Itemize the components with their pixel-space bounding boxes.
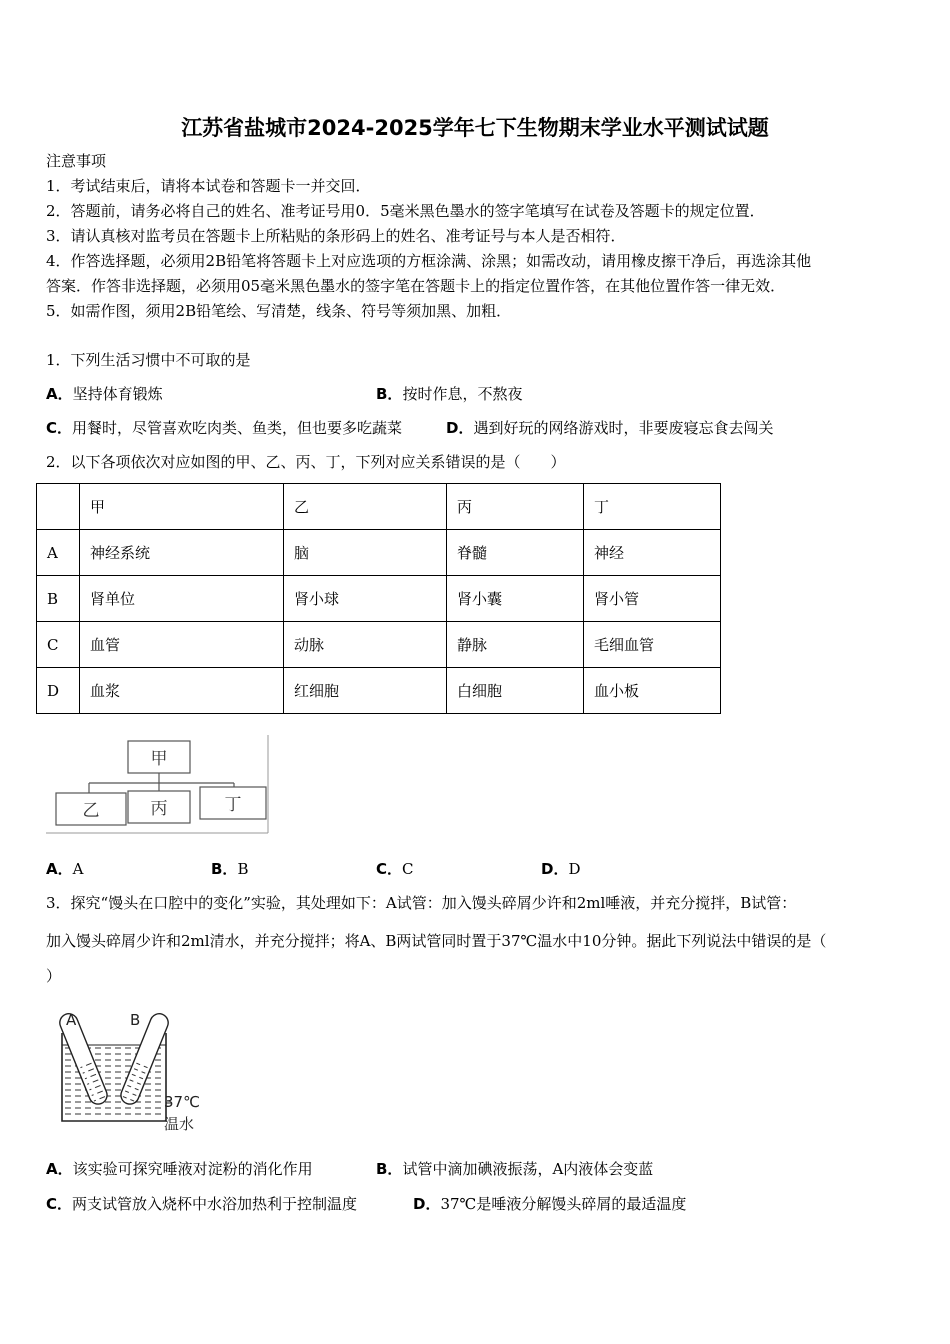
table-cell: C [37, 622, 80, 668]
table-cell: 脊髓 [447, 530, 584, 576]
notice-item: 2．答题前，请务必将自己的姓名、准考证号用0．5毫米黑色墨水的签字笔填写在试卷及答题卡的规定位置． [46, 202, 765, 220]
option-label: B． [376, 1160, 403, 1178]
table-cell: 乙 [284, 484, 447, 530]
table-cell: 神经 [584, 530, 721, 576]
table-row [37, 576, 721, 622]
q1-stem: 1．下列生活习惯中不可取的是 [46, 351, 251, 369]
table-cell: 静脉 [447, 622, 584, 668]
temperature-label: 37℃ [164, 1093, 200, 1111]
option-text: A [72, 860, 84, 878]
q1-option-d[interactable] [446, 418, 773, 438]
tube-b-label: B [130, 1011, 141, 1029]
tube-a-label: A [66, 1011, 77, 1029]
q3-option-c[interactable] [46, 1194, 357, 1214]
table-cell: 丙 [447, 484, 584, 530]
option-label: A． [46, 1160, 73, 1178]
option-label: D． [446, 419, 474, 437]
option-text: 该实验可探究唾液对淀粉的消化作用 [72, 1160, 313, 1178]
option-text: 两支试管放入烧杯中水浴加热利于控制温度 [72, 1195, 358, 1213]
q3-option-b[interactable] [376, 1159, 653, 1179]
table-cell: 肾单位 [80, 576, 284, 622]
option-text: 试管中滴加碘液振荡，A内液体会变蓝 [402, 1160, 654, 1178]
table-row [37, 668, 721, 714]
table-cell: 动脉 [284, 622, 447, 668]
option-label: B． [376, 385, 403, 403]
diagram-label-right: 丁 [224, 795, 242, 815]
option-text: 按时作息，不熬夜 [402, 385, 523, 403]
notice-heading: 注意事项 [46, 152, 107, 170]
option-label: C． [46, 1195, 73, 1213]
table-cell: 甲 [80, 484, 284, 530]
table-row [37, 622, 721, 668]
notice-item: 1．考试结束后，请将本试卷和答题卡一并交回． [46, 177, 371, 195]
q3-option-a[interactable] [46, 1159, 313, 1179]
q3-stem-line1: 3．探究“馒头在口腔中的变化”实验，其处理如下：A试管：加入馒头碎屑少许和2ml唾液，并充分搅拌，B试管： [46, 894, 797, 912]
diagram-label-left: 乙 [82, 801, 100, 821]
table-cell: 肾小管 [584, 576, 721, 622]
notice-item: 4．作答选择题，必须用2B铅笔将答题卡上对应选项的方框涂满、涂黑；如需改动，请用橡皮擦干净后，再选涂其他 [46, 252, 812, 270]
option-label: D． [413, 1195, 441, 1213]
option-label: D． [541, 860, 569, 878]
option-text: 坚持体育锻炼 [72, 385, 163, 403]
table-cell: 血管 [80, 622, 284, 668]
table-cell: 神经系统 [80, 530, 284, 576]
q2-hierarchy-diagram [44, 733, 270, 835]
table-cell: 肾小囊 [447, 576, 584, 622]
q2-option-c[interactable] [376, 859, 414, 879]
notice-item: 5．如需作图，须用2B铅笔绘、写清楚，线条、符号等须加黑、加粗． [46, 302, 512, 320]
q3-beaker-figure [44, 1003, 214, 1136]
option-text: D [568, 860, 581, 878]
option-text: C [402, 860, 414, 878]
q3-stem-line3: ） [46, 967, 62, 985]
table-row [37, 530, 721, 576]
table-cell: A [37, 530, 80, 576]
diagram-label-top: 甲 [150, 749, 168, 769]
option-label: A． [46, 385, 73, 403]
q2-stem: 2．以下各项依次对应如图的甲、乙、丙、丁，下列对应关系错误的是（ ） [46, 453, 566, 471]
table-cell: 肾小球 [284, 576, 447, 622]
q1-option-a[interactable] [46, 384, 163, 404]
notice-item: 3．请认真核对监考员在答题卡上所粘贴的条形码上的姓名、准考证号与本人是否相符． [46, 227, 626, 245]
table-cell [37, 484, 80, 530]
table-cell: 血小板 [584, 668, 721, 714]
table-header-row [37, 484, 721, 530]
page-title: 江苏省盐城市2024-2025学年七下生物期末学业水平测试试题 [181, 116, 769, 140]
diagram-label-middle: 丙 [150, 799, 168, 819]
table-cell: B [37, 576, 80, 622]
option-text: 37℃是唾液分解馒头碎屑的最适温度 [440, 1195, 687, 1213]
option-text: 用餐时，尽管喜欢吃肉类、鱼类，但也要多吃蔬菜 [72, 419, 403, 437]
option-label: C． [376, 860, 403, 878]
option-text: 遇到好玩的网络游戏时，非要废寝忘食去闯关 [473, 419, 774, 437]
table-cell: D [37, 668, 80, 714]
table-cell: 红细胞 [284, 668, 447, 714]
option-label: C． [46, 419, 73, 437]
option-label: A． [46, 860, 73, 878]
table-cell: 脑 [284, 530, 447, 576]
q1-option-b[interactable] [376, 384, 522, 404]
q2-table [36, 483, 721, 714]
table-cell: 血浆 [80, 668, 284, 714]
q1-option-c[interactable] [46, 418, 402, 438]
q2-option-d[interactable] [541, 859, 580, 879]
q2-option-b[interactable] [211, 859, 248, 879]
q3-stem-line2: 加入馒头碎屑少许和2ml清水，并充分搅拌；将A、B两试管同时置于37℃温水中10分钟。据此下列说法中错误的是（ [46, 932, 827, 950]
table-cell: 白细胞 [447, 668, 584, 714]
q2-option-a[interactable] [46, 859, 83, 879]
table-cell: 毛细血管 [584, 622, 721, 668]
option-text: B [237, 860, 249, 878]
option-label: B． [211, 860, 238, 878]
notice-item: 答案．作答非选择题，必须用05毫米黑色墨水的签字笔在答题卡上的指定位置作答，在其他位置作答一律无效． [46, 277, 786, 295]
q3-option-d[interactable] [413, 1194, 686, 1214]
water-label: 温水 [164, 1115, 195, 1133]
table-cell: 丁 [584, 484, 721, 530]
